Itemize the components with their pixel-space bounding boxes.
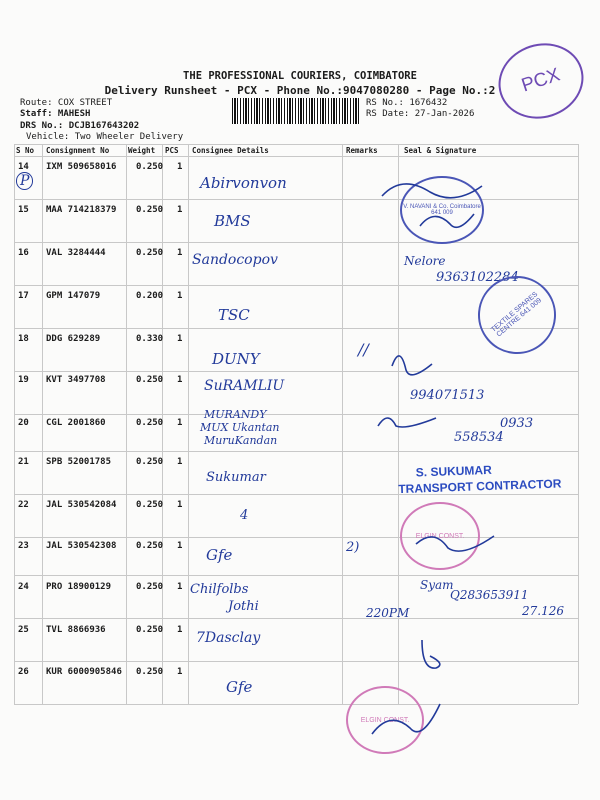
signature-scribble [420,214,474,227]
consignee-signature: MURANDY [204,408,267,421]
row-sno: 19 [18,375,29,385]
remark-mark: // [358,340,369,359]
consignee-signature: MUX Ukantan [200,421,280,434]
consignee-signature: DUNY [212,350,260,368]
row-pcs: 1 [177,418,183,428]
row-sno: 16 [18,248,29,258]
vehicle-text: Vehicle: Two Wheeler Delivery [26,132,184,142]
row-consignment: SPB 52001785 [46,457,112,467]
row-weight: 0.250 [136,500,164,510]
row-weight: 0.250 [136,625,164,635]
consignee-signature: SuRAMLIU [204,378,285,394]
consignee-signature: Gfe [206,546,233,564]
consignee-signature: Sukumar [206,470,266,485]
row-pcs: 1 [177,334,183,344]
row-sno: 22 [18,500,29,510]
row-consignment: PRO 18900129 [46,582,112,592]
seal-number: 558534 [454,430,504,445]
remark-mark: 2) [346,540,360,555]
signature-scribble [372,704,440,734]
seal-date: 27.126 [522,604,564,618]
consignee-signature: Chilfolbs [190,582,249,597]
row-weight: 0.250 [136,205,164,215]
row-pcs: 1 [177,248,183,258]
col-consignment: Consignment No [46,146,110,155]
sukumar-name: S. SUKUMAR [415,462,492,480]
row-weight: 0.250 [136,541,164,551]
rs-date: RS Date: 27-Jan-2026 [366,109,475,119]
row-consignment: MAA 714218379 [46,205,117,215]
row-pcs: 1 [177,541,183,551]
row-sno: 26 [18,667,29,677]
row-consignment: IXM 509658016 [46,162,117,172]
row-pcs: 1 [177,375,183,385]
row-sno: 17 [18,291,29,301]
signature-scribble [378,418,436,427]
row-pcs: 1 [177,667,183,677]
seal-stamp: V. NAVANI & Co. Coimbatore 641 009 [400,176,484,244]
pcx-stamp: PCX [489,33,594,130]
drs-number: DRS No.: DCJB167643202 [20,121,140,131]
row-consignment: CGL 2001860 [46,418,106,428]
row-pcs: 1 [177,205,183,215]
row-sno: 18 [18,334,29,344]
row-pcs: 1 [177,500,183,510]
signature-scribble [422,640,440,668]
row-consignment: VAL 3284444 [46,248,106,258]
consignee-signature: Gfe [226,678,253,696]
row-pcs: 1 [177,625,183,635]
staff-text: Staff: MAHESH [20,109,91,119]
consignee-signature: Abirvonvon [200,174,287,192]
row-weight: 0.250 [136,457,164,467]
textile-stamp: TEXTILE SPARES CENTRE 641 009 [462,260,572,370]
route-text: Route: COX STREET [20,98,113,108]
seal-phone: 994071513 [410,388,485,403]
row-weight: 0.250 [136,667,164,677]
row-sno: 21 [18,457,29,467]
col-weight: Weight [128,146,156,155]
signature-scribble [416,536,494,551]
consignee-signature: Sandocopov [192,252,278,268]
col-sno: S No [16,146,35,155]
seal-phone: Q283653911 [450,588,529,602]
row-consignment: TVL 8866936 [46,625,106,635]
elgin-stamp: ELGIN CONST. [346,686,424,754]
row-consignment: JAL 530542084 [46,500,117,510]
row-weight: 0.250 [136,418,164,428]
seal-phone: 9363102284 [436,270,519,285]
consignee-signature: TSC [218,306,250,324]
consignee-signature: MuruKandan [204,434,278,447]
row-pcs: 1 [177,582,183,592]
row-weight: 0.200 [136,291,164,301]
row-pcs: 1 [177,291,183,301]
col-seal: Seal & Signature [404,146,477,155]
seal-signature: Syam [420,578,454,592]
consignee-signature: Jothi [228,599,259,614]
consignee-signature: BMS [214,212,251,230]
row-pcs: 1 [177,457,183,467]
consignee-signature: 7Dasclay [196,630,261,646]
row-sno: 20 [18,418,29,428]
row-consignment: JAL 530542308 [46,541,117,551]
row-weight: 0.250 [136,375,164,385]
row-consignment: DDG 629289 [46,334,101,344]
row-weight: 0.250 [136,248,164,258]
col-pcs: PCS [165,146,179,155]
row-sno: 25 [18,625,29,635]
seal-number: 0933 [500,416,534,431]
runsheet-title: Delivery Runsheet - PCX - Phone No.:9047080280 - Page No.:2 [104,84,496,97]
handwritten-mark: P [16,172,33,190]
row-sno: 15 [18,205,29,215]
seal-signature: Nelore [404,254,446,268]
row-sno: 24 [18,582,29,592]
rs-number: RS No.: 1676432 [366,98,448,108]
col-remarks: Remarks [346,146,378,155]
row-consignment: KVT 3497708 [46,375,106,385]
consignee-signature: 4 [240,508,249,523]
row-weight: 0.250 [136,162,164,172]
seal-time: 220PM [366,606,410,620]
row-sno: 23 [18,541,29,551]
row-sno: 14 [18,162,29,172]
elgin-stamp: ELGIN CONST. [400,502,480,570]
col-consignee: Consignee Details [192,146,269,155]
signature-scribble [392,356,432,375]
row-weight: 0.330 [136,334,164,344]
row-pcs: 1 [177,162,183,172]
company-title: THE PROFESSIONAL COURIERS, COIMBATORE [183,70,417,82]
row-consignment: GPM 147079 [46,291,101,301]
row-weight: 0.250 [136,582,164,592]
signature-scribble [382,184,482,198]
sukumar-title: TRANSPORT CONTRACTOR [398,476,562,497]
row-consignment: KUR 6000905846 [46,667,122,677]
